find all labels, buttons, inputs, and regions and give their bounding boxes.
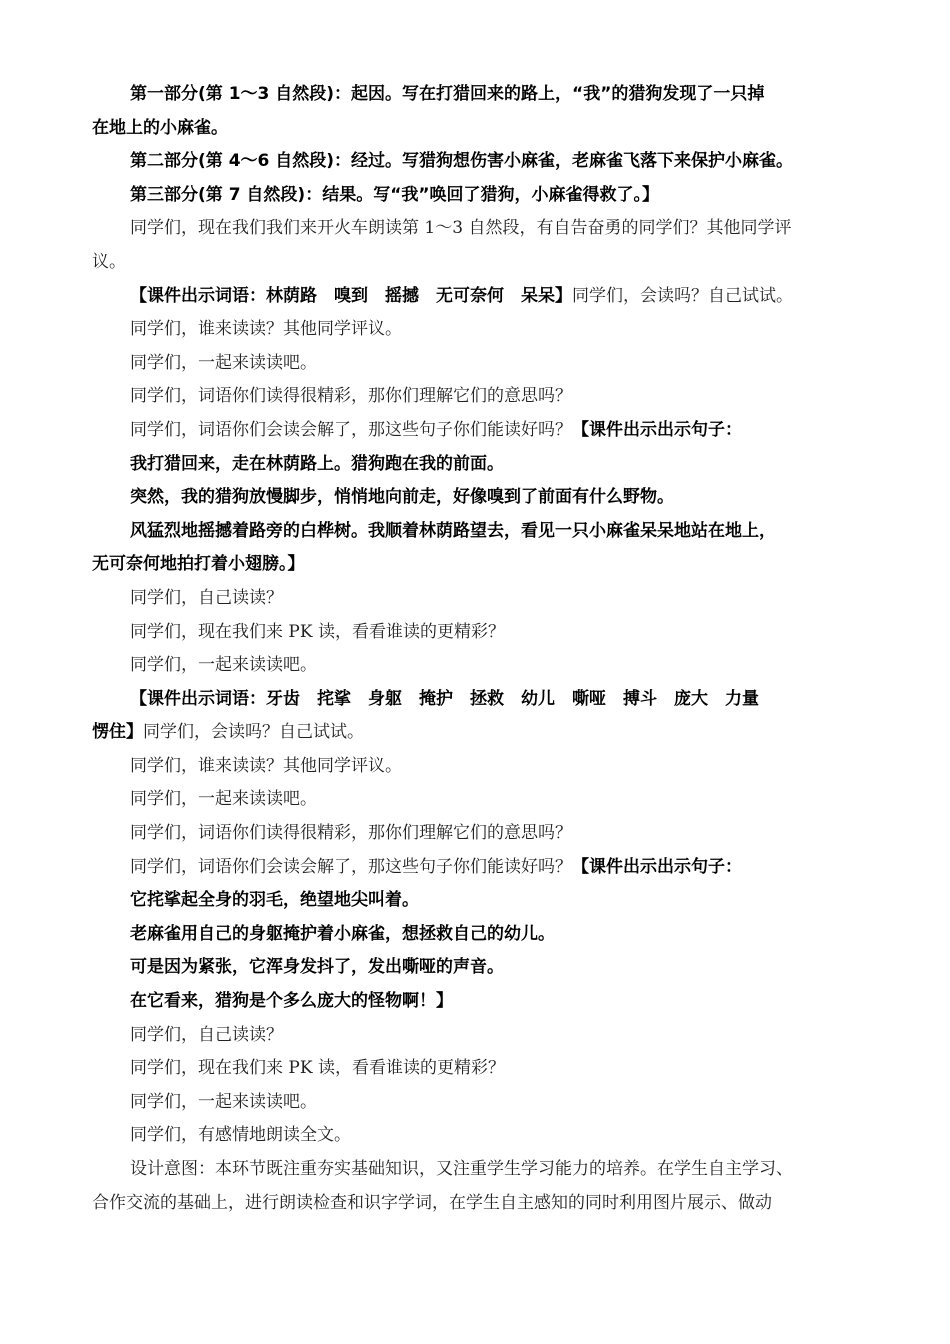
regular-text: 同学们，自己读读？: [130, 587, 283, 608]
regular-text: 同学们，现在我们来 PK 读，看看谁读的更精彩？: [130, 1058, 505, 1079]
regular-text: 同学们，谁来读读？其他同学评议。: [130, 755, 402, 776]
text-line: [92, 145, 862, 179]
text-line: [92, 78, 862, 112]
text-line: [92, 414, 862, 448]
regular-text: 设计意图：本环节既注重夯实基础知识，又注重学生学习能力的培养。在学生自主学习、: [130, 1159, 793, 1179]
regular-text: 同学们，一起来读读吧。: [130, 1091, 317, 1112]
regular-text: 同学们，词语你们读得很精彩，那你们理解它们的意思吗？: [130, 386, 572, 407]
text-line: [92, 851, 862, 885]
document-body: [92, 78, 862, 1220]
regular-text: 同学们，会读吗？自己试试。: [572, 285, 793, 306]
regular-text: 同学们，会读吗？自己试试。: [143, 722, 364, 743]
bold-text: 第三部分(第 7 自然段)：结果。写“我”唤回了猎狗，小麻雀得救了。】: [130, 184, 660, 205]
text-line: [92, 750, 862, 784]
text-line: [92, 548, 862, 582]
bold-text: 它挓挲起全身的羽毛，绝望地尖叫着。: [130, 890, 419, 911]
regular-text: 同学们，现在我们来 PK 读，看看谁读的更精彩？: [130, 621, 505, 642]
text-line: [92, 716, 862, 750]
text-line: [92, 448, 862, 482]
text-line: [92, 985, 862, 1019]
bold-text: 【课件出示词语：林荫路 嗅到 摇撼 无可奈何 呆呆】: [130, 285, 572, 306]
text-line: [92, 246, 862, 280]
text-line: [92, 1187, 862, 1221]
bold-text: 老麻雀用自己的身躯掩护着小麻雀，想拯救自己的幼儿。: [130, 923, 555, 944]
bold-text: 无可奈何地拍打着小翅膀。】: [92, 554, 305, 575]
bold-text: 可是因为紧张，它浑身发抖了，发出嘶哑的声音。: [130, 957, 504, 978]
text-line: [92, 951, 862, 985]
regular-text: 同学们，词语你们读得很精彩，那你们理解它们的意思吗？: [130, 823, 572, 844]
bold-text: 【课件出示出示句子：: [572, 419, 742, 440]
text-line: [92, 179, 862, 213]
bold-text: 【课件出示出示句子：: [572, 856, 742, 877]
text-line: [92, 1119, 862, 1153]
text-line: [92, 616, 862, 650]
bold-text: 第一部分(第 1～3 自然段)：起因。写在打猎回来的路上，“我”的猎狗发现了一只掉: [130, 84, 765, 104]
bold-text: 在地上的小麻雀。: [92, 117, 228, 138]
text-line: [92, 1019, 862, 1053]
regular-text: 同学们，自己读读？: [130, 1024, 283, 1045]
bold-text: 愣住】: [92, 722, 143, 743]
regular-text: 同学们，词语你们会读会解了，那这些句子你们能读好吗？: [130, 856, 572, 877]
bold-text: 我打猎回来，走在林荫路上。猎狗跑在我的前面。: [130, 453, 504, 474]
regular-text: 同学们，有感情地朗读全文。: [130, 1125, 351, 1146]
text-line: [92, 347, 862, 381]
text-line: [92, 918, 862, 952]
bold-text: 风猛烈地摇撼着路旁的白桦树。我顺着林荫路望去，看见一只小麻雀呆呆地站在地上，: [130, 520, 776, 541]
text-line: [92, 313, 862, 347]
text-line: [92, 380, 862, 414]
text-line: [92, 817, 862, 851]
bold-text: 【课件出示词语：牙齿 挓挲 身躯 掩护 拯救 幼儿 嘶哑 搏斗 庞大 力量: [130, 688, 759, 709]
regular-text: 同学们，词语你们会读会解了，那这些句子你们能读好吗？: [130, 419, 572, 440]
text-line: [92, 1153, 862, 1187]
regular-text: 同学们，一起来读读吧。: [130, 352, 317, 373]
text-line: [92, 112, 862, 146]
bold-text: 在它看来，猎狗是个多么庞大的怪物啊！】: [130, 991, 453, 1012]
regular-text: 同学们，一起来读读吧。: [130, 789, 317, 810]
bold-text: 第二部分(第 4～6 自然段)：经过。写猎狗想伤害小麻雀，老麻雀飞落下来保护小麻雀。: [130, 151, 794, 172]
bold-text: 突然，我的猎狗放慢脚步，悄悄地向前走，好像嗅到了前面有什么野物。: [130, 487, 674, 508]
text-line: [92, 481, 862, 515]
text-line: [92, 683, 862, 717]
regular-text: 同学们，谁来读读？其他同学评议。: [130, 319, 402, 340]
text-line: [92, 212, 862, 246]
regular-text: 合作交流的基础上，进行朗读检查和识字学词，在学生自主感知的同时利用图片展示、做动: [92, 1192, 772, 1213]
text-line: [92, 515, 862, 549]
regular-text: 同学们，一起来读读吧。: [130, 655, 317, 676]
text-line: [92, 280, 862, 314]
text-line: [92, 1052, 862, 1086]
text-line: [92, 884, 862, 918]
text-line: [92, 783, 862, 817]
text-line: [92, 582, 862, 616]
text-line: [92, 649, 862, 683]
text-line: [92, 1086, 862, 1120]
regular-text: 议。: [92, 251, 126, 272]
regular-text: 同学们，现在我们我们来开火车朗读第 1～3 自然段，有自告奋勇的同学们？其他同学评: [130, 218, 792, 239]
